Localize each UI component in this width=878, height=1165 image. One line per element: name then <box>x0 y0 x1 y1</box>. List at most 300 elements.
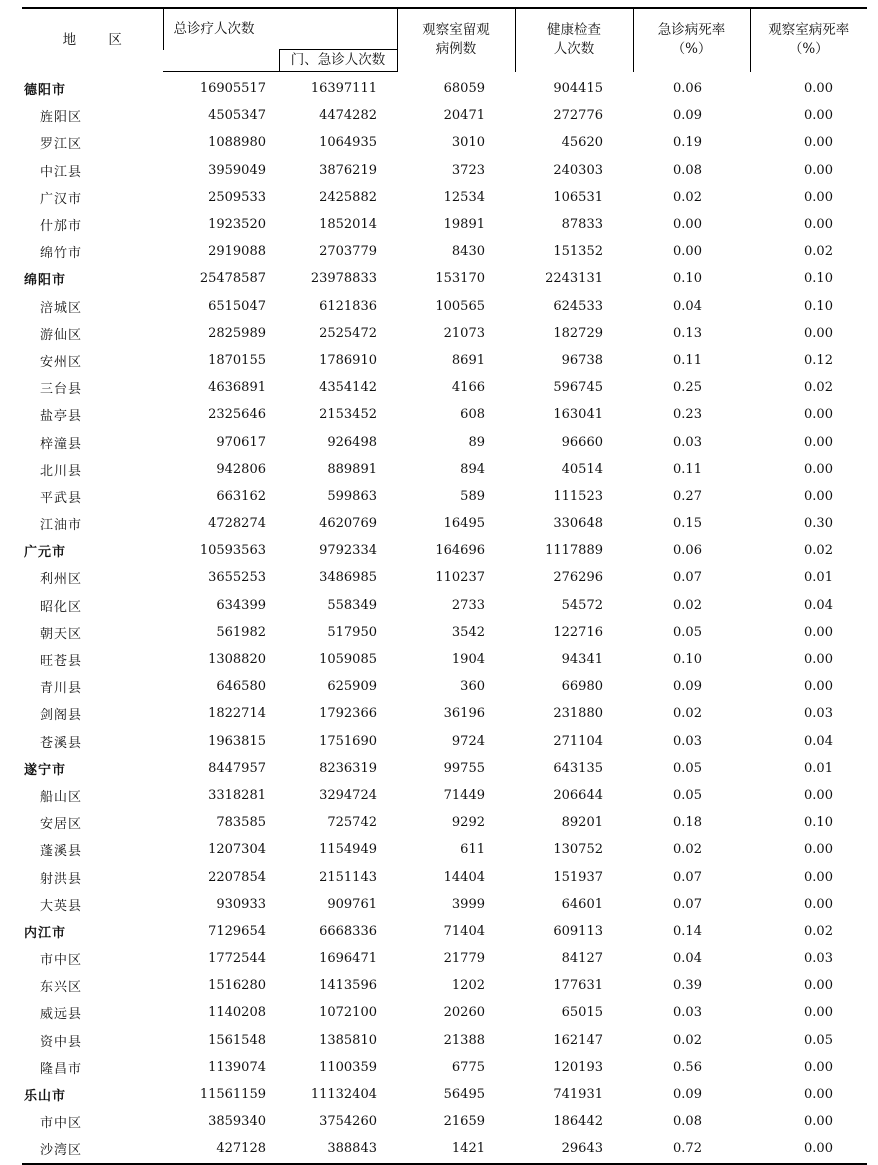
cell-outpatient-emergency: 909761 <box>327 896 377 912</box>
cell-health-check: 89201 <box>561 815 603 831</box>
header-observation-cases <box>397 8 515 72</box>
district-row <box>22 564 867 591</box>
cell-outpatient-emergency: 1751690 <box>319 733 377 749</box>
cell-observation-mortality: 0.02 <box>804 244 833 260</box>
cell-region-name: 安居区 <box>40 817 83 833</box>
cell-emergency-mortality: 0.39 <box>673 978 702 994</box>
cell-observation-cases: 110237 <box>435 570 485 586</box>
cell-outpatient-emergency: 2151143 <box>319 869 377 885</box>
header-total-spacer <box>163 50 279 72</box>
cell-observation-mortality: 0.05 <box>804 1032 833 1048</box>
cell-emergency-mortality: 0.56 <box>673 1059 702 1075</box>
cell-health-check: 111523 <box>553 488 603 504</box>
cell-outpatient-emergency: 3294724 <box>319 787 377 803</box>
cell-health-check: 120193 <box>553 1059 603 1075</box>
cell-total-visits: 1870155 <box>208 352 266 368</box>
cell-outpatient-emergency: 1064935 <box>319 135 377 151</box>
cell-observation-mortality: 0.00 <box>804 461 833 477</box>
district-row <box>22 184 867 211</box>
cell-outpatient-emergency: 625909 <box>327 679 377 695</box>
cell-outpatient-emergency: 388843 <box>327 1141 377 1157</box>
cell-emergency-mortality: 0.08 <box>673 162 702 178</box>
cell-region-name: 朝天区 <box>40 626 83 642</box>
cell-observation-cases: 1202 <box>451 978 485 994</box>
cell-health-check: 96660 <box>561 434 603 450</box>
cell-observation-mortality: 0.00 <box>804 1005 833 1021</box>
cell-total-visits: 4636891 <box>208 380 266 396</box>
cell-total-visits: 10593563 <box>199 543 266 559</box>
cell-emergency-mortality: 0.25 <box>673 380 702 396</box>
cell-observation-mortality: 0.00 <box>804 787 833 803</box>
cell-observation-cases: 20260 <box>443 1005 485 1021</box>
cell-observation-mortality: 0.00 <box>804 869 833 885</box>
cell-observation-mortality: 0.10 <box>804 815 833 831</box>
cell-emergency-mortality: 0.08 <box>673 1114 702 1130</box>
district-row <box>22 374 867 401</box>
header-region: 地 区 <box>62 31 136 48</box>
cell-total-visits: 634399 <box>216 597 266 613</box>
cell-observation-cases: 4166 <box>451 380 485 396</box>
cell-observation-cases: 589 <box>460 488 485 504</box>
cell-emergency-mortality: 0.10 <box>673 271 702 287</box>
cell-emergency-mortality: 0.06 <box>673 543 702 559</box>
cell-health-check: 122716 <box>553 624 603 640</box>
cell-health-check: 904415 <box>553 80 603 96</box>
cell-health-check: 66980 <box>561 679 603 695</box>
district-row <box>22 782 867 809</box>
cell-emergency-mortality: 0.07 <box>673 896 702 912</box>
district-row <box>22 673 867 700</box>
district-row <box>22 1135 867 1163</box>
cell-total-visits: 1923520 <box>208 217 266 233</box>
cell-emergency-mortality: 0.09 <box>673 108 702 124</box>
cell-observation-cases: 68059 <box>443 80 485 96</box>
district-row <box>22 347 867 374</box>
cell-total-visits: 11561159 <box>199 1087 266 1103</box>
statistics-table <box>22 7 867 1165</box>
cell-region-name: 北川县 <box>40 463 83 479</box>
cell-region-name: 中江县 <box>40 164 83 180</box>
cell-total-visits: 1772544 <box>208 951 266 967</box>
cell-total-visits: 25478587 <box>199 271 266 287</box>
cell-region-name: 绵竹市 <box>40 246 83 262</box>
cell-total-visits: 3959049 <box>208 162 266 178</box>
cell-observation-cases: 56495 <box>443 1087 485 1103</box>
cell-observation-cases: 99755 <box>443 760 485 776</box>
cell-region-name: 隆昌市 <box>40 1061 83 1077</box>
cell-outpatient-emergency: 725742 <box>327 815 377 831</box>
cell-total-visits: 561982 <box>216 624 266 640</box>
district-row <box>22 972 867 999</box>
district-row <box>22 157 867 184</box>
cell-total-visits: 930933 <box>216 896 266 912</box>
cell-outpatient-emergency: 4354142 <box>319 380 377 396</box>
cell-total-visits: 3859340 <box>208 1114 266 1130</box>
cell-observation-mortality: 0.02 <box>804 380 833 396</box>
cell-health-check: 65015 <box>561 1005 603 1021</box>
cell-outpatient-emergency: 2703779 <box>319 244 377 260</box>
cell-health-check: 45620 <box>561 135 603 151</box>
cell-outpatient-emergency: 23978833 <box>310 271 377 287</box>
cell-total-visits: 1140208 <box>208 1005 266 1021</box>
header-observation-cases-line1: 观察室留观 <box>422 22 490 39</box>
cell-outpatient-emergency: 926498 <box>327 434 377 450</box>
cell-region-name: 盐亭县 <box>40 409 83 425</box>
cell-observation-cases: 89 <box>468 434 485 450</box>
cell-health-check: 54572 <box>561 597 603 613</box>
cell-observation-cases: 6775 <box>451 1059 485 1075</box>
cell-observation-mortality: 0.00 <box>804 80 833 96</box>
cell-emergency-mortality: 0.05 <box>673 624 702 640</box>
cell-emergency-mortality: 0.13 <box>673 325 702 341</box>
cell-outpatient-emergency: 558349 <box>327 597 377 613</box>
city-row <box>22 1081 867 1108</box>
cell-total-visits: 4505347 <box>208 108 266 124</box>
city-row <box>22 918 867 945</box>
cell-total-visits: 663162 <box>216 488 266 504</box>
cell-observation-cases: 16495 <box>443 516 485 532</box>
cell-outpatient-emergency: 1100359 <box>319 1059 377 1075</box>
cell-outpatient-emergency: 517950 <box>327 624 377 640</box>
cell-region-name: 利州区 <box>40 572 83 588</box>
district-row <box>22 428 867 455</box>
cell-total-visits: 16905517 <box>199 81 266 97</box>
cell-emergency-mortality: 0.02 <box>673 597 702 613</box>
cell-region-name: 剑阁县 <box>40 708 83 724</box>
district-row <box>22 891 867 918</box>
cell-observation-cases: 611 <box>460 842 485 858</box>
cell-total-visits: 1139074 <box>208 1059 266 1075</box>
cell-outpatient-emergency: 1072100 <box>319 1005 377 1021</box>
cell-observation-cases: 71404 <box>443 923 485 939</box>
cell-observation-cases: 3010 <box>451 135 485 151</box>
cell-observation-cases: 3723 <box>451 162 485 178</box>
cell-observation-cases: 608 <box>460 407 485 423</box>
header-observation-mortality-line1: 观察室病死率 <box>768 22 850 39</box>
header-observation-cases-line2: 病例数 <box>435 41 477 58</box>
cell-emergency-mortality: 0.09 <box>673 1087 702 1103</box>
cell-total-visits: 1308820 <box>208 652 266 668</box>
cell-emergency-mortality: 0.07 <box>673 570 702 586</box>
cell-total-visits: 1822714 <box>208 706 266 722</box>
header-observation-mortality <box>750 8 867 72</box>
cell-total-visits: 2825989 <box>208 325 266 341</box>
cell-outpatient-emergency: 1786910 <box>319 352 377 368</box>
cell-region-name: 昭化区 <box>40 599 83 615</box>
cell-observation-cases: 19891 <box>443 217 485 233</box>
cell-outpatient-emergency: 9792334 <box>319 543 377 559</box>
cell-total-visits: 646580 <box>216 679 266 695</box>
cell-observation-cases: 8691 <box>451 352 485 368</box>
cell-total-visits: 942806 <box>216 461 266 477</box>
cell-emergency-mortality: 0.09 <box>673 679 702 695</box>
cell-observation-cases: 1421 <box>451 1141 485 1157</box>
cell-outpatient-emergency: 599863 <box>327 488 377 504</box>
cell-observation-cases: 9292 <box>451 815 485 831</box>
cell-health-check: 271104 <box>553 733 603 749</box>
cell-outpatient-emergency: 3486985 <box>319 570 377 586</box>
cell-health-check: 624533 <box>553 298 603 314</box>
table-body <box>22 72 867 1164</box>
cell-health-check: 272776 <box>553 108 603 124</box>
cell-observation-cases: 20471 <box>443 108 485 124</box>
cell-health-check: 163041 <box>553 407 603 423</box>
cell-health-check: 741931 <box>553 1087 603 1103</box>
district-row <box>22 592 867 619</box>
header-total-visits-label: 总诊疗人次数 <box>173 20 255 37</box>
cell-emergency-mortality: 0.00 <box>673 217 702 233</box>
cell-health-check: 40514 <box>561 461 603 477</box>
cell-emergency-mortality: 0.00 <box>673 244 702 260</box>
cell-emergency-mortality: 0.18 <box>673 815 702 831</box>
cell-observation-mortality: 0.03 <box>804 706 833 722</box>
cell-observation-mortality: 0.00 <box>804 1114 833 1130</box>
cell-outpatient-emergency: 6121836 <box>319 298 377 314</box>
cell-health-check: 177631 <box>553 978 603 994</box>
district-row <box>22 646 867 673</box>
city-row <box>22 72 867 103</box>
cell-health-check: 96738 <box>561 352 603 368</box>
cell-outpatient-emergency: 8236319 <box>319 760 377 776</box>
cell-observation-mortality: 0.00 <box>804 896 833 912</box>
cell-observation-mortality: 0.04 <box>804 733 833 749</box>
cell-health-check: 231880 <box>553 706 603 722</box>
cell-region-name: 乐山市 <box>24 1089 67 1105</box>
cell-emergency-mortality: 0.04 <box>673 298 702 314</box>
cell-health-check: 643135 <box>553 760 603 776</box>
cell-health-check: 206644 <box>553 787 603 803</box>
cell-outpatient-emergency: 6668336 <box>319 923 377 939</box>
cell-health-check: 151937 <box>553 869 603 885</box>
cell-health-check: 1117889 <box>545 543 603 559</box>
cell-outpatient-emergency: 1696471 <box>319 951 377 967</box>
city-row <box>22 537 867 564</box>
district-row <box>22 483 867 510</box>
cell-observation-mortality: 0.02 <box>804 543 833 559</box>
cell-emergency-mortality: 0.02 <box>673 1032 702 1048</box>
cell-region-name: 三台县 <box>40 382 83 398</box>
cell-observation-mortality: 0.00 <box>804 488 833 504</box>
cell-observation-mortality: 0.01 <box>804 760 833 776</box>
cell-observation-cases: 21073 <box>443 325 485 341</box>
cell-emergency-mortality: 0.06 <box>673 80 702 96</box>
cell-outpatient-emergency: 889891 <box>327 461 377 477</box>
cell-outpatient-emergency: 4474282 <box>319 108 377 124</box>
district-row <box>22 510 867 537</box>
district-row <box>22 863 867 890</box>
cell-outpatient-emergency: 2525472 <box>319 325 377 341</box>
cell-total-visits: 783585 <box>216 815 266 831</box>
district-row <box>22 1027 867 1054</box>
cell-health-check: 87833 <box>561 217 603 233</box>
cell-health-check: 130752 <box>553 842 603 858</box>
district-row <box>22 836 867 863</box>
cell-health-check: 240303 <box>553 162 603 178</box>
cell-observation-cases: 8430 <box>451 244 485 260</box>
header-total-visits <box>163 8 397 50</box>
cell-region-name: 涪城区 <box>40 300 83 316</box>
cell-outpatient-emergency: 1792366 <box>319 706 377 722</box>
cell-observation-mortality: 0.00 <box>804 217 833 233</box>
cell-total-visits: 1207304 <box>208 842 266 858</box>
cell-region-name: 资中县 <box>40 1034 83 1050</box>
cell-outpatient-emergency: 1059085 <box>319 652 377 668</box>
cell-observation-cases: 14404 <box>443 869 485 885</box>
district-row <box>22 999 867 1026</box>
district-row <box>22 320 867 347</box>
cell-observation-cases: 153170 <box>435 271 485 287</box>
city-row <box>22 265 867 292</box>
cell-emergency-mortality: 0.07 <box>673 869 702 885</box>
cell-emergency-mortality: 0.03 <box>673 1005 702 1021</box>
district-row <box>22 456 867 483</box>
cell-total-visits: 2325646 <box>208 407 266 423</box>
cell-total-visits: 1561548 <box>208 1032 266 1048</box>
cell-total-visits: 3318281 <box>208 787 266 803</box>
cell-outpatient-emergency: 16397111 <box>310 81 377 97</box>
cell-outpatient-emergency: 11132404 <box>310 1087 377 1103</box>
cell-total-visits: 3655253 <box>208 570 266 586</box>
cell-outpatient-emergency: 4620769 <box>319 516 377 532</box>
cell-region-name: 游仙区 <box>40 327 83 343</box>
cell-total-visits: 1088980 <box>208 135 266 151</box>
cell-emergency-mortality: 0.03 <box>673 733 702 749</box>
cell-observation-cases: 1904 <box>451 652 485 668</box>
cell-health-check: 29643 <box>561 1141 603 1157</box>
cell-emergency-mortality: 0.15 <box>673 516 702 532</box>
header-emergency-mortality-line1: 急诊病死率 <box>657 22 726 39</box>
cell-observation-cases: 36196 <box>443 706 485 722</box>
district-row <box>22 945 867 972</box>
cell-region-name: 平武县 <box>40 490 83 506</box>
cell-outpatient-emergency: 1385810 <box>319 1032 377 1048</box>
cell-observation-mortality: 0.04 <box>804 597 833 613</box>
cell-emergency-mortality: 0.27 <box>673 488 702 504</box>
cell-region-name: 旺苍县 <box>40 654 83 670</box>
header-emergency-mortality-line2: （%） <box>671 41 712 58</box>
cell-region-name: 德阳市 <box>24 82 67 98</box>
cell-region-name: 旌阳区 <box>40 110 83 126</box>
cell-observation-mortality: 0.30 <box>804 516 833 532</box>
cell-region-name: 苍溪县 <box>40 735 83 751</box>
cell-total-visits: 7129654 <box>208 923 266 939</box>
cell-emergency-mortality: 0.05 <box>673 760 702 776</box>
cell-region-name: 梓潼县 <box>40 436 83 452</box>
cell-emergency-mortality: 0.10 <box>673 652 702 668</box>
district-row <box>22 700 867 727</box>
cell-region-name: 沙湾区 <box>40 1143 83 1159</box>
cell-emergency-mortality: 0.02 <box>673 842 702 858</box>
district-row <box>22 1054 867 1081</box>
cell-health-check: 151352 <box>553 244 603 260</box>
cell-observation-mortality: 0.00 <box>804 652 833 668</box>
cell-observation-mortality: 0.00 <box>804 434 833 450</box>
cell-outpatient-emergency: 2425882 <box>319 189 377 205</box>
cell-observation-mortality: 0.00 <box>804 1141 833 1157</box>
cell-observation-mortality: 0.00 <box>804 407 833 423</box>
cell-region-name: 船山区 <box>40 789 83 805</box>
header-health-check-line1: 健康检查 <box>547 22 601 39</box>
header-observation-mortality-line2: （%） <box>788 41 829 58</box>
district-row <box>22 129 867 156</box>
cell-observation-cases: 21779 <box>443 951 485 967</box>
district-row <box>22 102 867 129</box>
cell-observation-cases: 3542 <box>451 624 485 640</box>
cell-emergency-mortality: 0.04 <box>673 951 702 967</box>
cell-health-check: 2243131 <box>545 271 603 287</box>
cell-emergency-mortality: 0.03 <box>673 434 702 450</box>
city-row <box>22 755 867 782</box>
cell-region-name: 遂宁市 <box>24 762 67 778</box>
cell-observation-mortality: 0.00 <box>804 679 833 695</box>
cell-region-name: 大英县 <box>40 898 83 914</box>
cell-outpatient-emergency: 1852014 <box>319 217 377 233</box>
cell-observation-cases: 894 <box>460 461 485 477</box>
district-row <box>22 728 867 755</box>
cell-emergency-mortality: 0.14 <box>673 923 702 939</box>
district-row <box>22 619 867 646</box>
cell-emergency-mortality: 0.11 <box>673 352 702 368</box>
table-header <box>22 8 867 72</box>
cell-emergency-mortality: 0.02 <box>673 706 702 722</box>
cell-observation-mortality: 0.10 <box>804 271 833 287</box>
cell-observation-cases: 21659 <box>443 1114 485 1130</box>
district-row <box>22 293 867 320</box>
cell-observation-cases: 12534 <box>443 189 485 205</box>
cell-observation-cases: 9724 <box>451 733 485 749</box>
cell-observation-mortality: 0.10 <box>804 298 833 314</box>
cell-health-check: 182729 <box>553 325 603 341</box>
cell-region-name: 蓬溪县 <box>40 844 83 860</box>
cell-outpatient-emergency: 3754260 <box>319 1114 377 1130</box>
district-row <box>22 809 867 836</box>
cell-total-visits: 8447957 <box>208 760 266 776</box>
cell-emergency-mortality: 0.02 <box>673 189 702 205</box>
cell-total-visits: 2919088 <box>208 244 266 260</box>
cell-health-check: 106531 <box>553 189 603 205</box>
cell-observation-mortality: 0.00 <box>804 842 833 858</box>
cell-observation-cases: 100565 <box>435 298 485 314</box>
cell-observation-cases: 2733 <box>451 597 485 613</box>
cell-observation-cases: 21388 <box>443 1032 485 1048</box>
cell-region-name: 市中区 <box>40 1116 83 1132</box>
cell-health-check: 596745 <box>553 380 603 396</box>
cell-observation-mortality: 0.00 <box>804 978 833 994</box>
cell-region-name: 安州区 <box>40 354 83 370</box>
cell-health-check: 64601 <box>561 896 603 912</box>
cell-total-visits: 427128 <box>216 1141 266 1157</box>
cell-outpatient-emergency: 2153452 <box>319 407 377 423</box>
cell-observation-mortality: 0.03 <box>804 951 833 967</box>
header-emergency-mortality <box>633 8 750 72</box>
cell-region-name: 市中区 <box>40 953 83 969</box>
cell-region-name: 江油市 <box>40 518 83 534</box>
header-health-check-line2: 人次数 <box>553 41 595 58</box>
cell-emergency-mortality: 0.72 <box>673 1141 702 1157</box>
cell-observation-mortality: 0.00 <box>804 624 833 640</box>
cell-observation-cases: 164696 <box>435 543 485 559</box>
district-row <box>22 238 867 265</box>
cell-emergency-mortality: 0.05 <box>673 787 702 803</box>
cell-region-name: 东兴区 <box>40 980 83 996</box>
cell-observation-mortality: 0.02 <box>804 923 833 939</box>
cell-total-visits: 970617 <box>216 434 266 450</box>
district-row <box>22 211 867 238</box>
cell-outpatient-emergency: 1154949 <box>319 842 377 858</box>
cell-emergency-mortality: 0.11 <box>673 461 702 477</box>
cell-region-name: 广元市 <box>24 545 67 561</box>
header-health-check <box>515 8 633 72</box>
